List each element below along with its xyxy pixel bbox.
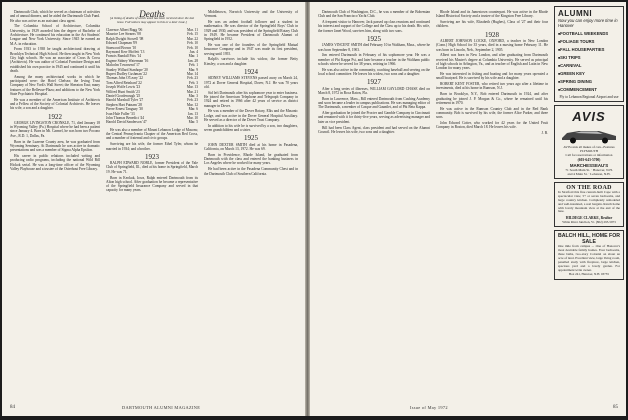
- class-year-heading: 1925: [367, 34, 381, 43]
- paragraph: Bill had been Class Agent, class president and had served on the Alumni Council. He leaves his wife, two sons and a daughter.: [318, 125, 430, 134]
- paragraph: The Columbia School of Architecture, Columbia University, in 1929 awarded him the degree of Bachelor of Architecture. He continued his education in the Art Students' League and New York University. Since 1945 he earned an M.A. in education.: [10, 24, 100, 46]
- paragraph: Jim entered Dartmouth in February of his sophomore year. He was a member of Phi Kappa Psi, and later became a teacher in the Waltham public schools where he served for 38 years, retiring in 1966.: [318, 53, 430, 66]
- list-item: ■ SKI TRIPS: [558, 54, 620, 62]
- avis-tagline: AVIS rents all makes of cars...Features PLYMOUTH: [563, 145, 615, 154]
- death-entry-name: Ralph Dwight Stowell '08: [106, 36, 144, 41]
- left-page: [2, 2, 306, 416]
- class-year-heading: 1927: [367, 78, 381, 87]
- paragraph: John Edward Cotter, who worked for 42 years for the United Fruit Company in Boston, died March 18. He leaves his wife.: [436, 121, 548, 130]
- death-entry-name: Thomas John O'Leary '22: [106, 76, 143, 81]
- death-entry-date: Feb. 10: [187, 41, 198, 46]
- avis-address-2: and 4 Main St. · Lebanon, N.H.: [567, 171, 611, 176]
- death-entry-date: Feb. 1: [189, 63, 198, 68]
- death-entry-name: Maurice Lee Stearns '08: [106, 32, 141, 37]
- paragraph: Sid left Dartmouth after his sophomore year to enter business. He joined the American Telephone and Telegraph Company in 1924 and retired in 1966 after 42 years of service as district manager in Dover.: [204, 90, 298, 108]
- deaths-title: Deaths: [139, 10, 165, 19]
- death-entry-name: John Thomas Benedict '44: [106, 116, 145, 121]
- ad-footer: Fly to Lebanon Regional Airport and use: [559, 95, 619, 99]
- death-entry-date: Mar. 12: [186, 102, 198, 107]
- paragraph: After a long series of illnesses, WILLIAM GAYLORD CHASE died on March 8, 1972 in Boca Raton, Fla.: [318, 86, 430, 95]
- death-entry-name: Francis Randall Fitts '14: [106, 54, 142, 59]
- ad-address: Box 241, Hanover, N.H. 03755: [569, 271, 609, 276]
- author-initials: J. B.: [541, 131, 548, 136]
- paragraph: He was also a member of Mount Lebanon Lodge of Masons; the Central Pennsylvania Chapter of the American Red Cross, and a number of fraternal and civic groups.: [106, 127, 198, 141]
- death-entry-date: Feb. 15: [187, 32, 198, 37]
- left-column-3: [204, 10, 298, 394]
- paragraph: Born in Providence, Rhode Island, he graduated from Dartmouth with the class and entered the banking business in Los Angeles where he worked for many years.: [204, 152, 298, 166]
- paragraph: RALPH EDWARD NOBLE, former President of the Yale Club of Springfield, Ill., died at his home in Springfield, March 19. He was 71.: [106, 161, 198, 174]
- paragraph: Surviving are his wife, Elizabeth (Hughes), Class of '27 and their four children.: [436, 20, 548, 29]
- death-entry-name: Raymond Kerr Moffett '13: [106, 49, 145, 54]
- death-entry-date: Mar. 3: [188, 93, 198, 98]
- death-entry-name: Harold David Sanderson '47: [106, 120, 147, 125]
- paragraph: Albert was born in New London, and after graduating from Dartmouth received his Master's degree at Columbia University. He served as principal of high schools in Arlington, Va., and as teacher of English and Latin in New London for many years.: [436, 53, 548, 71]
- death-entry-date: Feb. 23: [187, 76, 198, 81]
- paragraph: SIDNEY WILLIAMS STEVENS passed away on March 24, 1972 at Dover General Hospital, Dover, N.J. He was 70 years old.: [204, 76, 298, 89]
- alumni-travel-ad: [554, 6, 624, 102]
- avis-address: 71 South Main St. · Hanover, N.H.: [565, 167, 613, 172]
- car-illustration-icon: [559, 126, 619, 144]
- ad-title: BALCH HILL, HOME FOR SALE: [558, 233, 620, 246]
- paragraph: A frequent visitor to Hanover, Jack passed up class reunions and continued his interest and support of the College and the Class up to his death. His wife, the former Janet Wood, survives him, along with two sons.: [318, 20, 430, 33]
- death-entry-date: Feb. 23: [187, 98, 198, 103]
- deaths-note: [A listing of deaths of which word has been received since the last issue. Full notices may appear in this or a later issue.]: [109, 16, 195, 25]
- ad-subtitle: Now you can enjoy more time in Hanover: [558, 18, 618, 28]
- death-entry-name: Joseph Wolfe Lewis '23: [106, 85, 141, 90]
- ad-title: ALUMNI: [558, 9, 593, 18]
- avis-reservations: Call for reservations or information: [565, 153, 613, 158]
- right-page: [310, 2, 626, 416]
- paragraph: He was a member of the Dover Rotary, Elks and the Masonic Lodge, and was active in the Dover General Hospital Auxiliary. He served as a director of the Dover Trust Company.: [204, 109, 298, 123]
- ad-realtor: HILDEGE CLARKE, Realtor: [565, 216, 613, 221]
- avis-phone: (603-643-5700): [577, 157, 601, 162]
- death-entry-date: Mar. 9: [188, 67, 198, 72]
- death-entry-name: Malcolm Townsend '17: [106, 63, 140, 68]
- paragraph: He was interested in fishing and boating and for many years operated a small boatyard. He is survived by his wife and a daughter.: [436, 72, 548, 81]
- paragraph: Born in the Luzerne County area, he was graduated from Wyoming Seminary. At Dartmouth he was active in dramatic presentations and was a member of Sigma Alpha Epsilon.: [10, 139, 100, 153]
- list-item: ■ GREEN KEY: [558, 70, 620, 78]
- list-item: ■ SPRING DINING: [558, 78, 620, 86]
- death-entry-date: Mar. 21: [186, 89, 198, 94]
- paragraph: Middletown, Norwich University and the University of Vermont.: [204, 10, 298, 19]
- avis-logo: AVIS: [572, 109, 606, 125]
- paragraph: From 1933 to 1938 he taught architectural drawing at Brooklyn Technical High School. He then taught in New York City high schools. He was an associate of Cross & Cross (Architects). He was author of Colonial Furniture Design and established his own practice in 1945 and continued it until his death.: [10, 47, 100, 73]
- paragraph: He was one of the founders of the Springfield Mutual Insurance Company and in 1947 was made its first president, serving until 1955.: [204, 43, 298, 56]
- paragraph: Dartmouth Club of Washington, D.C., he was a member of the Bohemian Club and the San Francisco Yacht Club.: [318, 10, 430, 19]
- death-entry-date: Mar. 14: [186, 71, 198, 76]
- death-entry-date: Feb. 10: [187, 45, 198, 50]
- list-item: ■ FALL HOUSEPARTIES: [558, 46, 620, 54]
- ad-event-list: [558, 30, 620, 94]
- death-entry-date: Mar. 22: [186, 36, 198, 41]
- death-entry-name: Tom Alfred Reinhard '22: [106, 80, 142, 85]
- death-entry-name: Stanwood Brown '10: [106, 45, 137, 50]
- paragraph: Born in Brooklyn, N.Y., Bob entered Dartmouth in 1924, and after graduating he joined J. P. Morgan & Co., where he remained until his retirement in 1970.: [436, 92, 548, 105]
- death-entry-name: Pierre Ernest Tanguay '30: [106, 107, 143, 112]
- paragraph: His career in public relations included writing and producing radio programs, including the national Wild Bill Hickok serial. He was a long-time officer of the Wyoming Valley Playhouse and a trustee of the Osterhout Free Library.: [10, 153, 100, 171]
- death-entry-name: Stephen Hart Putnam '28: [106, 102, 142, 107]
- death-entry-date: Jan. 4: [189, 49, 198, 54]
- death-entry-name: Ivan Hale Fuller '33: [106, 111, 135, 116]
- advertisement-column: [554, 6, 624, 402]
- paragraph: He had been active in the Pasadena Community Chest and in the Dartmouth Club of Southern California.: [204, 167, 298, 176]
- death-entry-name: Daniel Goodenough '25: [106, 93, 141, 98]
- ad-address: White River Junction, Vt. (802) 295-5973: [562, 220, 616, 225]
- page-number: 84: [10, 405, 15, 410]
- issue-footer: Issue of May 1972: [410, 405, 448, 410]
- death-entry-date: Mar. 6: [188, 107, 198, 112]
- class-year-heading: 1924: [244, 68, 258, 77]
- paragraph: Among the many architectural works in which he participated were: the Hotel Chelsea; the Irving Trust Company of New York's Wall Street; the Sheraton East; many features of the Bellevue-Plaza; and additions to the New York State Psychiatric Hospital.: [10, 74, 100, 96]
- paragraph: ROBERT KENT FOSTER, who retired two years ago after a lifetime in investments, died at his home in Rumson, N.J.: [436, 82, 548, 91]
- death-entry-name: Stanley Willard Stanhope '20: [106, 67, 148, 72]
- list-item: ■ FOOTBALL WEEKENDS: [558, 30, 620, 38]
- left-column-1: [10, 10, 100, 394]
- paragraph: Dartmouth Club, which he served as chairman of activities and of annual dinners, and he aided the Dartmouth Club Fund. He also was active as an assistant class agent.: [10, 10, 100, 23]
- home-for-sale-ad: [554, 230, 624, 279]
- death-entry-name: Rupert Dudley Cushman '22: [106, 71, 147, 76]
- death-entry-date: Mar. 5: [188, 120, 198, 125]
- paragraph: Rhode Island and its Jamestown counterpart. He was active in the Rhode Island Historical Society and a trustee of the Kingston Free Library.: [436, 10, 548, 19]
- paragraph: He was also active in the community, coaching baseball and serving on the local school committee. He leaves his widow, two sons and a daughter.: [318, 67, 430, 77]
- death-entry-date: Feb. 3: [189, 80, 198, 85]
- real-estate-ad: [554, 182, 624, 227]
- paragraph: After graduation he joined the Procter and Gamble Company in Cincinnati and remained with it for thirty-five years, serving as advertising manager and later as vice president.: [318, 111, 430, 124]
- paragraph: Born in Lawrence, Mass., Bill entered Dartmouth from Cushing Academy and soon became a leader in campus publications. He was managing editor of The Dartmouth, a member of Casque and Gauntlet, and of Phi Beta Kappa.: [318, 96, 430, 110]
- right-column-1: [318, 10, 430, 394]
- class-year-heading: 1923: [145, 152, 159, 161]
- death-entry-name: Clarence Albert Bagg '06: [106, 27, 143, 32]
- paragraph: JAMES VINCENT SMITH died February 10 in Waltham, Mass., where he was born September 8, 1903.: [318, 43, 430, 52]
- paragraph: He was an ardent football follower and a student in mathematics. He was director of the Springfield Boys' Club in 1929 and 1930, and was president of the Springfield Rotary Club in 1949. He became President of Dartmouth Alumni of Springfield in 1952.: [204, 20, 298, 42]
- deaths-column: [106, 10, 198, 394]
- deaths-list: [106, 28, 198, 125]
- death-entry-name: Eugene Sidney Waterman '16: [106, 58, 149, 63]
- death-entry-date: Mar. 1: [188, 54, 198, 59]
- paragraph: JOHN DEXTER SMITH died at his home in Pasadena, California, on March 13, 1972. He was 69.: [204, 142, 298, 152]
- paragraph: Born in Keokuk, Iowa, Ralph entered Dartmouth from its Alton high school. After graduation he became a representative of the Springfield Insurance Company and served in that capacity for many years.: [106, 175, 198, 193]
- class-year-heading: 1925: [244, 134, 258, 143]
- list-item: ■ COMMENCEMENT: [558, 86, 620, 94]
- paragraph: Surviving are his wife, the former Ethel Tyler, whom he married in 1934; and a brother.: [106, 142, 198, 151]
- class-year-heading: 1928: [485, 30, 499, 39]
- class-year-heading: 1922: [48, 112, 62, 121]
- paragraph: Ralph's survivors include his widow, the former Betty Kinsley; a son and a daughter.: [204, 57, 298, 66]
- right-column-2: [436, 10, 548, 394]
- ad-body: In Stratford this fine custom-built Cape with a spectacular view, 5+ or seven bedrooms, and large country kitchen. Completely remodeled and well-insulated, a real bargain. Ranch home with lovely mountain view at the end of the lane.: [558, 189, 621, 214]
- death-entry-name: Wilfred Hunt Smith '23: [106, 89, 140, 94]
- list-item: ■ FOLIAGE TOURS: [558, 38, 620, 46]
- avis-ad: [554, 105, 624, 179]
- ad-title: ON THE ROAD: [566, 184, 612, 191]
- ad-body: One mile from campus ... One of Hanover's most desirable family homes. Four bedrooms, three baths, two-story Colonial on about an acre of land. Excellent view, large living room, panelled study with fireplace, large kitchen, spacious yard and a lovely garden. For appointment write owner.: [558, 244, 620, 272]
- paragraph: ALBERT JOHNSON LOCKE, OXFORD, a teacher in New London (Conn.) High School for 35 years, died in a nursing home February 11. He was born in Lincoln, Neb., September 2, 1905.: [436, 38, 548, 52]
- paragraph: GEORGE LIVINGSTON CRONKLE, 71, died January 18 in Wyoming Valley (Pa.) Hospital where he had been a patient since January 4. Born in Mt. Carmel, he was born two Pocono Ave., R.D. 1, Dallas, Pa.: [10, 120, 100, 138]
- death-entry-name: Harold Marshall Tyler '27: [106, 98, 144, 103]
- paragraph: He was a member of the American Institute of Architects and a Fellow of the Society of Colonial Architects. He leaves his wife, a son and a daughter.: [10, 97, 100, 111]
- death-entry-date: Jan. 13: [187, 111, 198, 116]
- death-entry-date: Mar. 10: [186, 116, 198, 121]
- paragraph: He was active in the Rumson Country Club and in the Red Bank community. Bob is survived by his wife, the former Alice Parker, and three sons.: [436, 106, 548, 120]
- death-entry-name: Edward Chapman '09: [106, 41, 137, 46]
- magazine-footer: DARTMOUTH ALUMNI MAGAZINE: [122, 405, 201, 410]
- avis-dealer: MARCHESSEAU'S: [569, 162, 609, 168]
- death-entry-date: Jan. 28: [187, 58, 198, 63]
- page-number: 85: [613, 405, 618, 410]
- paragraph: In addition to his wife he is survived by a son, two daughters, seven grandchildren and a sister.: [204, 123, 298, 133]
- death-entry-date: Mar. 11: [186, 27, 198, 32]
- list-item: ■ CARNIVAL: [558, 62, 620, 70]
- death-entry-date: Mar. 13: [186, 85, 198, 90]
